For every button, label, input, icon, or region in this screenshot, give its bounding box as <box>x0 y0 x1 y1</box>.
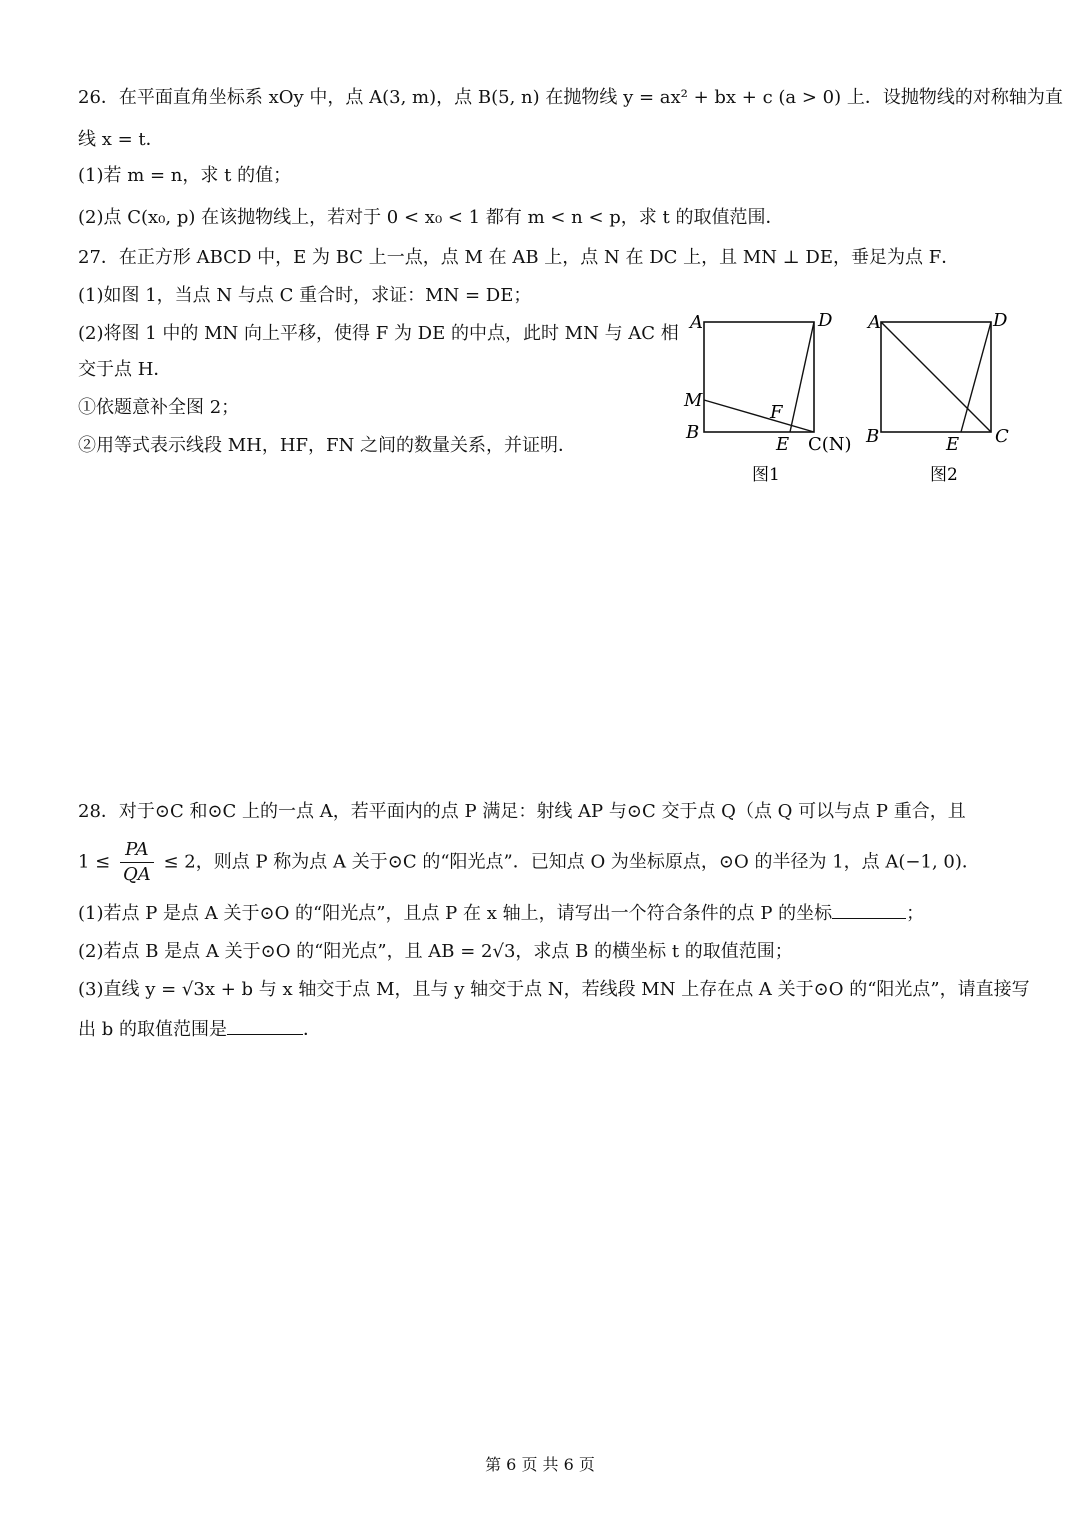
q27-part2-b: 交于点 H． <box>78 359 172 380</box>
figure-1 <box>683 310 852 485</box>
q28-part1: (1)若点 P 是点 A 关于⊙O 的“阳光点”，且点 P 在 x 轴上，请写出一个符合条件的点 P 的坐标 <box>78 903 833 924</box>
q28-line2 <box>78 838 980 887</box>
q28-line1: 28．对于⊙C 和⊙C 上的一点 A，若平面内的点 P 满足：射线 AP 与⊙C 交于点 Q（点 Q 可以与点 P 重合，且 <box>78 801 966 822</box>
q28-part3-b: 出 b 的取值范围是 <box>78 1019 227 1040</box>
fig1-segment-mn <box>704 400 814 432</box>
q27-sub1: ①依题意补全图 2； <box>78 397 240 418</box>
q28-part3-a: (3)直线 y = √3x + b 与 x 轴交于点 M，且与 y 轴交于点 N，若线段 MN 上存在点 A 关于⊙O 的“阳光点”，请直接写 <box>78 979 1030 1000</box>
fig1-label-a: A <box>690 312 703 333</box>
q28-part3-end: ． <box>302 1019 321 1040</box>
q27-part2-a: (2)将图 1 中的 MN 向上平移，使得 F 为 DE 的中点，此时 MN 与 AC 相 <box>78 323 679 344</box>
page-footer: 第 6 页 共 6 页 <box>485 1455 595 1474</box>
geometry-figures <box>680 300 1040 500</box>
q26-part2: (2)点 C(x₀, p) 在该抛物线上，若对于 0 < x₀ < 1 都有 m < n < p，求 t 的取值范围． <box>78 207 784 228</box>
figures-container <box>680 300 1040 504</box>
q28-part1-line <box>78 900 924 928</box>
fig1-label-b: B <box>686 422 700 443</box>
fig2-label-e: E <box>946 434 960 455</box>
fig2-caption: 图2 <box>930 465 958 485</box>
fig2-segment-de <box>961 322 991 432</box>
q28-part2: (2)若点 B 是点 A 关于⊙O 的“阳光点”，且 AB = 2√3，求点 B 的横坐标 t 的取值范围； <box>78 941 793 962</box>
fig1-label-d: D <box>818 310 833 331</box>
fig1-label-m: M <box>684 390 703 411</box>
figure-2 <box>865 310 1009 485</box>
q28-ineq-left: 1 ≤ <box>78 851 111 873</box>
q28-part1-end: ； <box>906 903 925 924</box>
q28-fraction <box>120 838 154 887</box>
fig1-segment-de <box>790 322 814 432</box>
fig2-label-b: B <box>866 426 880 447</box>
q28-ineq-right: ≤ 2，则点 P 称为点 A 关于⊙C 的“阳光点”．已知点 O 为坐标原点，⊙O 的半径为 1，点 A(−1, 0)． <box>163 851 980 873</box>
fig1-label-e: E <box>776 434 790 455</box>
q27-part1: (1)如图 1，当点 N 与点 C 重合时，求证：MN = DE； <box>78 285 532 306</box>
q27-sub2: ②用等式表示线段 MH，HF，FN 之间的数量关系，并证明． <box>78 435 576 456</box>
q27-line1: 27．在正方形 ABCD 中，E 为 BC 上一点，点 M 在 AB 上，点 N 在 DC 上，且 MN ⊥ DE，垂足为点 F． <box>78 247 960 268</box>
q28-part1-answer-blank[interactable] <box>832 900 906 919</box>
fig1-caption: 图1 <box>752 465 780 485</box>
q26-line2: 线 x = t． <box>78 129 164 150</box>
q28-frac-numerator: PA <box>120 838 154 863</box>
fig2-label-c: C <box>995 426 1009 447</box>
fig1-label-c: C(N) <box>808 434 852 455</box>
fig2-label-a: A <box>868 312 881 333</box>
q28-part3-line2 <box>78 1016 321 1044</box>
fig2-label-d: D <box>993 310 1008 331</box>
q26-part1: (1)若 m = n，求 t 的值； <box>78 165 292 186</box>
fig1-label-f: F <box>770 402 783 423</box>
q28-part3-answer-blank[interactable] <box>227 1016 303 1035</box>
q26-line1: 26．在平面直角坐标系 xOy 中，点 A(3, m)，点 B(5, n) 在抛物线 y = ax² + bx + c (a > 0) 上．设抛物线的对称轴为直 <box>78 87 1063 108</box>
q28-frac-denominator: QA <box>123 864 151 885</box>
fig2-segment-ac <box>881 322 991 432</box>
